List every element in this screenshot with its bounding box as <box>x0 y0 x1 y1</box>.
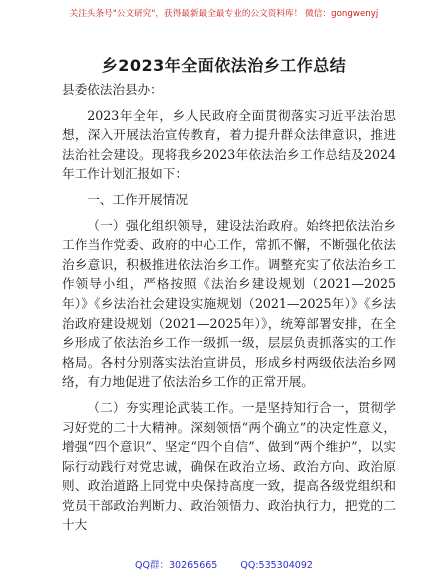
paragraph-organization: （一）强化组织领导，建设法治政府。始终把依法治乡工作当作党委、政府的中心工作，常抓不懈，不断强化依法治乡意识，积极推进依法治乡工作。调整充实了依法治乡工作领导小组，严格按照《法治乡建设规划（2021—2025年）》《乡法治社会建设实施规划（2021—2025年）》《乡法治政府建设规划（2021—2025年）》，统筹部署安排，在全乡形成了依法治乡工作一级抓一级，层层负责抓落实的工作格局。各村分别落实法治宣讲员，形成乡村两级依法治乡网络，有力地促进了依法治乡工作的正常开展。 <box>62 217 396 390</box>
paragraph-theory: （二）夯实理论武装工作。一是坚持知行合一，贯彻学习好党的二十大精神。深刻领悟“两个确立”的决定性意义，增强“四个意识”、坚定“四个自信”、做到“两个维护”，以实际行动践行对党忠诚，确保在政治立场、政治方向、政治原则、政治道路上同党中央保持高度一致，提高各级党组织和党员干部政治判断力、政治领悟力、政治执行力，把党的二十大 <box>62 399 396 533</box>
footer-qq: QQ:535304092 <box>240 560 313 571</box>
document-body <box>62 80 396 541</box>
section-heading: 一、工作开展情况 <box>87 191 188 207</box>
intro-paragraph: 2023年全年，乡人民政府全面贯彻落实习近平法治思想，深入开展法治宣传教育，着力提升群众法律意识，推进法治社会建设。现将我乡2023年依法治乡工作总结及2024年工作计划汇报如下： <box>62 107 396 182</box>
header-watermark-note: 关注头条号"公文研究"，获得最新最全最专业的公文资料库！ 微信：gongwenyj <box>69 9 379 19</box>
salutation: 县委依法治县办： <box>62 82 163 97</box>
footer-contact <box>0 557 448 571</box>
document-title: 乡2023年全面依法治乡工作总结 <box>101 56 347 75</box>
footer-qq-group: QQ群：30265665 <box>135 560 218 571</box>
